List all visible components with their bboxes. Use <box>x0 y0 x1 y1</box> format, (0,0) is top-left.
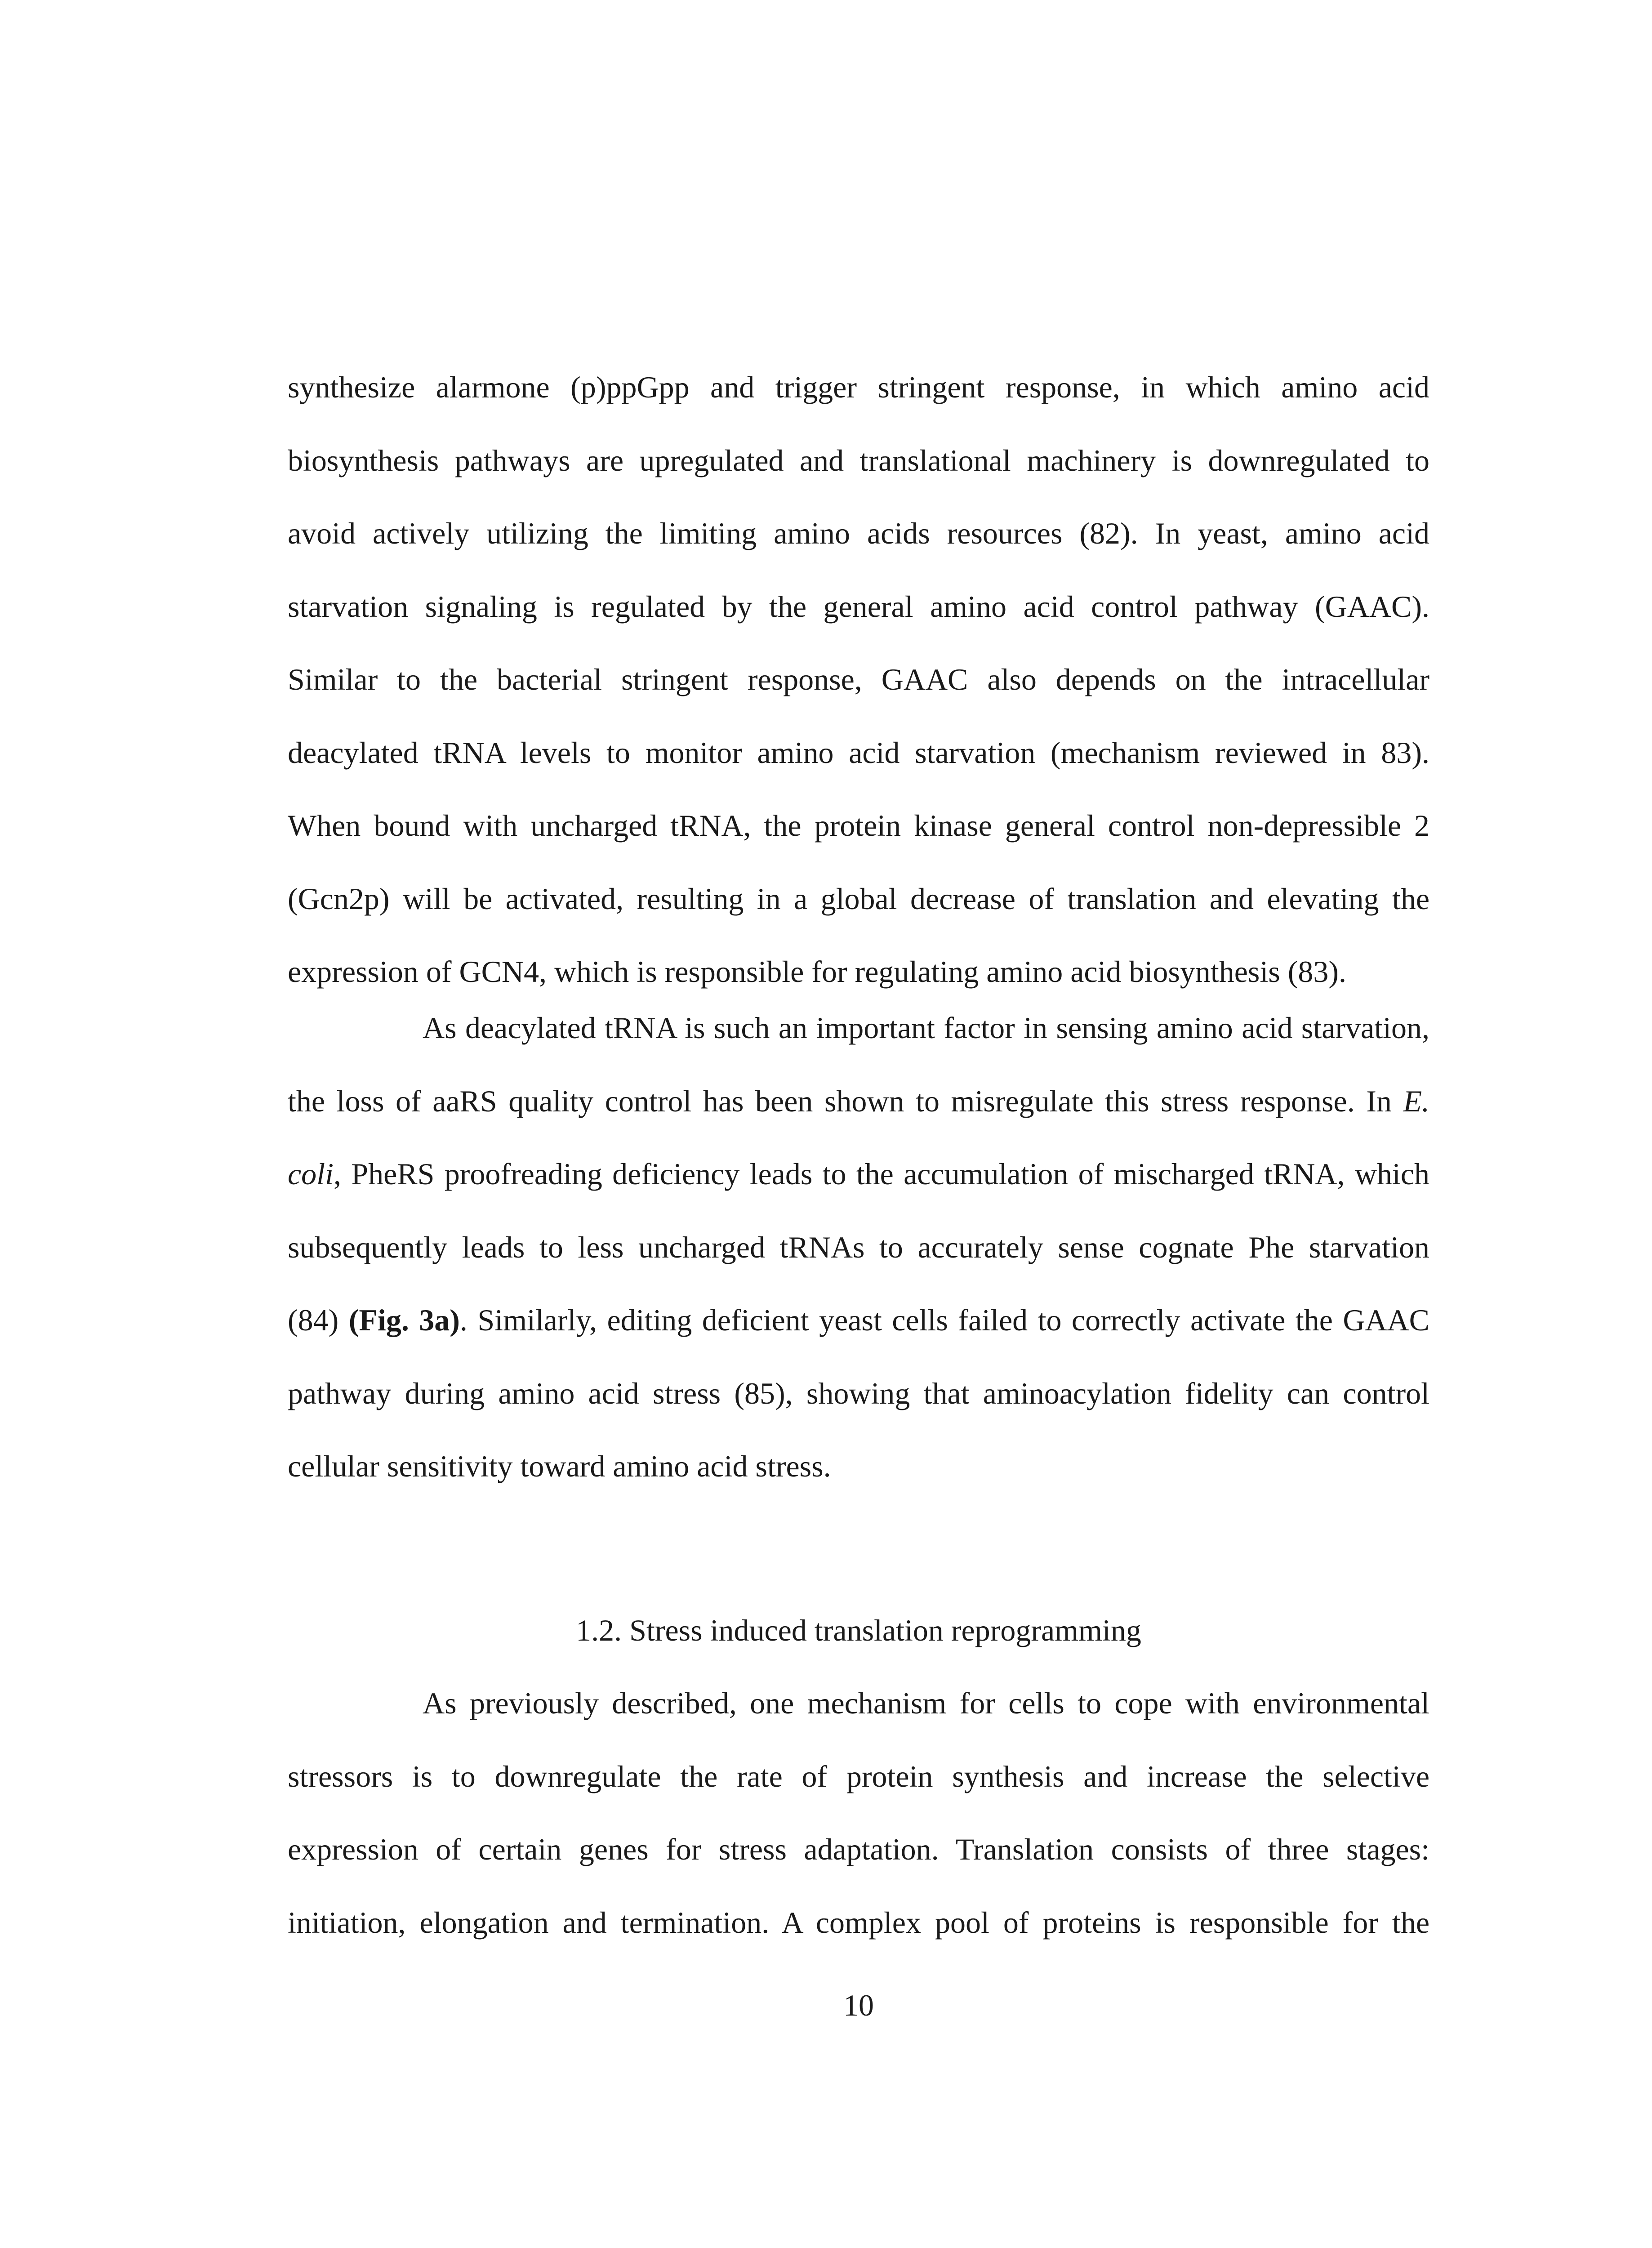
text-line: synthesize alarmone (p)ppGpp and trigger stringent response, in which amino acid <box>288 370 1429 404</box>
italic-species-name: coli <box>288 1157 334 1191</box>
text-line: pathway during amino acid stress (85), showing that aminoacylation fidelity can control <box>288 1376 1429 1410</box>
text-run: , PheRS proofreading deficiency leads to the accumulation of mischarged tRNA, which <box>333 1157 1429 1191</box>
text-run: the loss of aaRS quality control has been shown to misregulate this stress response. In <box>288 1084 1392 1118</box>
text-line <box>288 1065 1429 1138</box>
text-line: (Gcn2p) will be activated, resulting in a global decrease of translation and elevating the <box>288 881 1429 916</box>
text-line: As deacylated tRNA is such an important factor in sensing amino acid starvation, <box>423 1011 1429 1045</box>
text-line: As previously described, one mechanism for cells to cope with environmental <box>423 1686 1429 1720</box>
text-line: subsequently leads to less uncharged tRNAs to accurately sense cognate Phe starvation <box>288 1230 1429 1264</box>
paragraph-deacylated-trna <box>288 991 1429 1503</box>
figure-reference: (Fig. 3a) <box>348 1303 460 1337</box>
text-line: starvation signaling is regulated by the general amino acid control pathway (GAAC). <box>288 589 1429 624</box>
text-line: biosynthesis pathways are upregulated and translational machinery is downregulated to <box>288 443 1429 477</box>
italic-species-name: E. <box>1403 1084 1430 1118</box>
text-line: When bound with uncharged tRNA, the protein kinase general control non-depressible 2 <box>288 808 1429 843</box>
text-line: stressors is to downregulate the rate of protein synthesis and increase the selective <box>288 1759 1429 1793</box>
text-line: deacylated tRNA levels to monitor amino acid starvation (mechanism reviewed in 83). <box>288 735 1429 770</box>
text-line: Similar to the bacterial stringent response, GAAC also depends on the intracellular <box>288 662 1429 696</box>
text-line: initiation, elongation and termination. A complex pool of proteins is responsible for the <box>288 1905 1429 1940</box>
text-run: . Similarly, editing deficient yeast cells failed to correctly activate the GAAC <box>459 1303 1430 1337</box>
text-line: expression of certain genes for stress adaptation. Translation consists of three stages: <box>288 1832 1429 1866</box>
text-line <box>288 1284 1429 1357</box>
text-line: expression of GCN4, which is responsible for regulating amino acid biosynthesis (83). <box>288 955 1347 989</box>
section-heading: 1.2. Stress induced translation reprogramming <box>576 1613 1141 1647</box>
text-line: avoid actively utilizing the limiting amino acids resources (82). In yeast, amino acid <box>288 516 1429 550</box>
text-line: cellular sensitivity toward amino acid stress. <box>288 1449 831 1483</box>
paragraph-stringent-response <box>288 351 1429 1008</box>
text-line <box>288 1137 1429 1211</box>
page-number: 10 <box>843 1988 874 2022</box>
paragraph-translation-reprogramming <box>288 1667 1429 1959</box>
text-run: (84) <box>288 1303 339 1337</box>
